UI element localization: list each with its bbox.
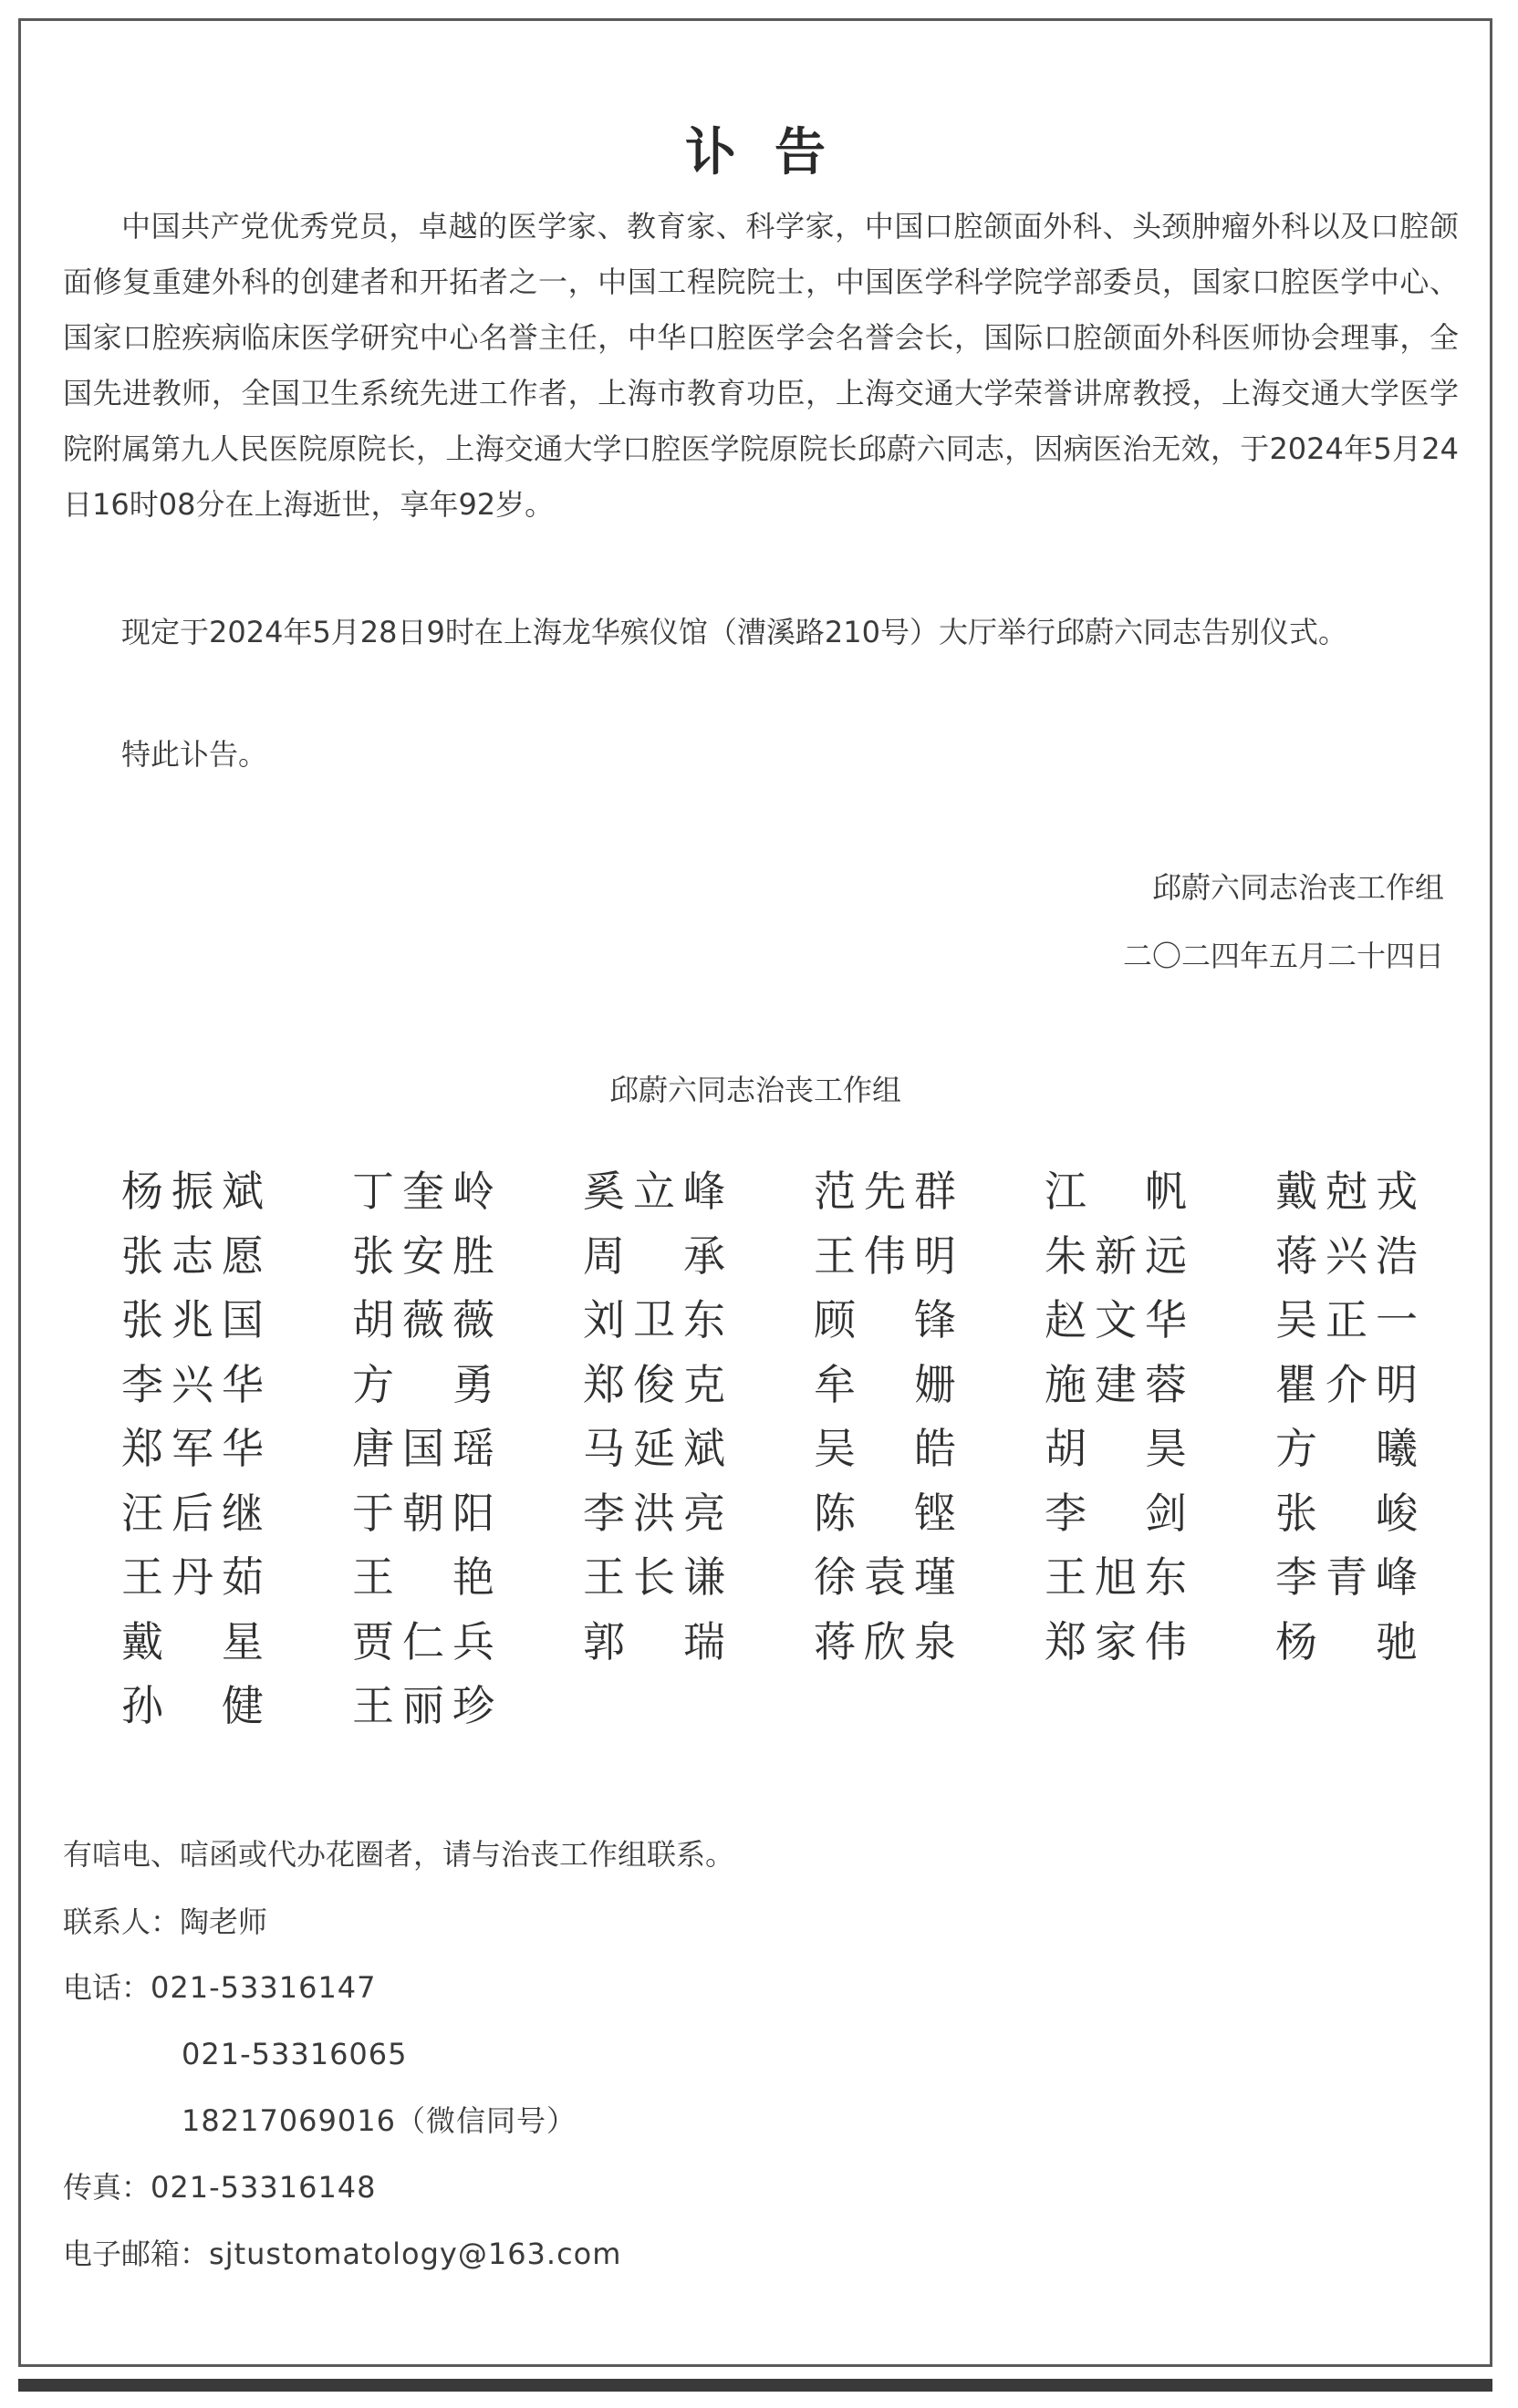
notice-paragraph-main: 中国共产党优秀党员，卓越的医学家、教育家、科学家，中国口腔颌面外科、头颈肿瘤外科以及口腔颌面修复重建外科的创建者和开拓者之一，中国工程院院士，中国医学科学院学部委员，国家口腔医学中心、国家口腔疾病临床医学研究中心名誉主任，中华口腔医学会名誉会长，国际口腔颌面外科医师协会理事，全国先进教师，全国卫生系统先进工作者，上海市教育功臣，上海交通大学荣誉讲席教授，上海交通大学医学院附属第九人民医院原院长，上海交通大学口腔医学院原院长邱蔚六同志，因病医治无效，于2024年5月24日16时08分在上海逝世，享年92岁。: [63, 209, 1459, 522]
phone-number-2: 021-53316065: [182, 2037, 408, 2071]
obituary-notice: [18, 18, 1492, 2367]
committee-member-name: 蒋 欣 泉: [814, 1616, 956, 1666]
committee-member-name: 李 青 峰: [1275, 1552, 1418, 1602]
committee-member-name: 马 延 斌: [583, 1424, 725, 1473]
phone-line: [63, 1969, 377, 2006]
committee-member-name: 张 兆 国: [121, 1295, 264, 1344]
committee-member-name: 蒋 兴 浩: [1275, 1230, 1418, 1281]
committee-member-name: 范 先 群: [814, 1167, 956, 1216]
committee-member-name: 周 承: [583, 1230, 725, 1281]
committee-member-name: 方 勇: [352, 1359, 494, 1409]
committee-member-name: 张 安 胜: [352, 1230, 494, 1281]
committee-member-name: 贾 仁 兵: [352, 1616, 494, 1666]
fax-label: 传真：: [63, 2170, 151, 2205]
committee-member-name: 施 建 蓉: [1045, 1359, 1187, 1409]
committee-member-name: 杨 振 斌: [121, 1167, 264, 1216]
committee-member-name: 刘 卫 东: [583, 1295, 725, 1344]
contact-person-name: 陶老师: [180, 1905, 268, 1939]
committee-member-name: 李 兴 华: [121, 1359, 264, 1409]
committee-member-name: 吴 正 一: [1275, 1295, 1418, 1344]
committee-member-name: 戴 星: [121, 1616, 264, 1666]
bottom-divider: [18, 2379, 1492, 2392]
contact-person-line: [63, 1904, 267, 1940]
committee-member-name: 孙 健: [121, 1681, 264, 1730]
committee-member-name: 王 丽 珍: [352, 1681, 494, 1730]
email-address: sjtustomatology@163.com: [209, 2237, 622, 2271]
committee-member-name: 江 帆: [1045, 1167, 1187, 1216]
committee-member-name: 于 朝 阳: [352, 1488, 494, 1538]
committee-member-name: 王 旭 东: [1045, 1552, 1187, 1602]
committee-member-name: 王 伟 明: [814, 1230, 956, 1281]
signature-organization: 邱蔚六同志治丧工作组: [1151, 870, 1444, 905]
committee-member-name: 胡 昊: [1045, 1424, 1187, 1473]
committee-member-name: 李 洪 亮: [583, 1488, 725, 1538]
committee-member-name: 张 峻: [1275, 1488, 1418, 1538]
committee-member-name: 陈 铿: [814, 1488, 956, 1538]
committee-member-name: 张 志 愿: [121, 1230, 264, 1281]
committee-member-name: 徐 袁 瑾: [814, 1552, 956, 1602]
committee-member-name: 吴 皓: [814, 1424, 956, 1473]
committee-member-name: 杨 驰: [1275, 1616, 1418, 1666]
notice-paragraph-ceremony: 现定于2024年5月28日9时在上海龙华殡仪馆（漕溪路210号）大厅举行邱蔚六同志告别仪式。: [121, 615, 1347, 649]
committee-member-name: 郑 军 华: [121, 1424, 264, 1473]
committee-member-name: 李 剑: [1045, 1488, 1187, 1538]
committee-member-name: 郑 家 伟: [1045, 1616, 1187, 1666]
phone-number-3: 18217069016（微信同号）: [182, 2103, 577, 2138]
committee-member-name: 瞿 介 明: [1275, 1359, 1418, 1409]
notice-title: 讣告: [685, 122, 864, 182]
phone-number-1: 021-53316147: [151, 1970, 377, 2005]
committee-member-name: 王 丹 茹: [121, 1552, 264, 1602]
committee-member-name: 王 长 谦: [583, 1552, 725, 1602]
committee-member-name: 牟 姗: [814, 1359, 956, 1409]
committee-title: 邱蔚六同志治丧工作组: [608, 1073, 901, 1107]
contact-person-label: 联系人：: [63, 1905, 181, 1939]
committee-member-name: 郑 俊 克: [583, 1359, 725, 1409]
committee-member-name: 王 艳: [352, 1552, 494, 1602]
contact-note: 有唁电、唁函或代办花圈者，请与治丧工作组联系。: [63, 1837, 735, 1872]
committee-member-name: 戴 尅 戎: [1275, 1167, 1418, 1216]
committee-member-name: 顾 锋: [814, 1295, 956, 1344]
committee-member-name: 朱 新 远: [1045, 1230, 1187, 1281]
committee-member-name: 赵 文 华: [1045, 1295, 1187, 1344]
committee-member-name: 丁 奎 岭: [352, 1167, 494, 1216]
signature-date: 二〇二四年五月二十四日: [1122, 939, 1444, 973]
committee-member-name: 唐 国 瑶: [352, 1424, 494, 1473]
committee-member-name: 郭 瑞: [583, 1616, 725, 1666]
email-label: 电子邮箱：: [63, 2237, 210, 2271]
fax-line: [63, 2169, 377, 2206]
committee-member-name: 汪 后 继: [121, 1488, 264, 1538]
phone-label: 电话：: [63, 1970, 151, 2005]
committee-member-name: 奚 立 峰: [583, 1167, 725, 1216]
fax-number: 021-53316148: [151, 2170, 377, 2205]
committee-member-name: 方 曦: [1275, 1424, 1418, 1473]
notice-paragraph-closing: 特此讣告。: [121, 737, 268, 772]
committee-member-name: 胡 薇 薇: [352, 1295, 494, 1344]
email-line: [63, 2236, 621, 2272]
committee-member-list: [121, 1165, 1444, 1744]
